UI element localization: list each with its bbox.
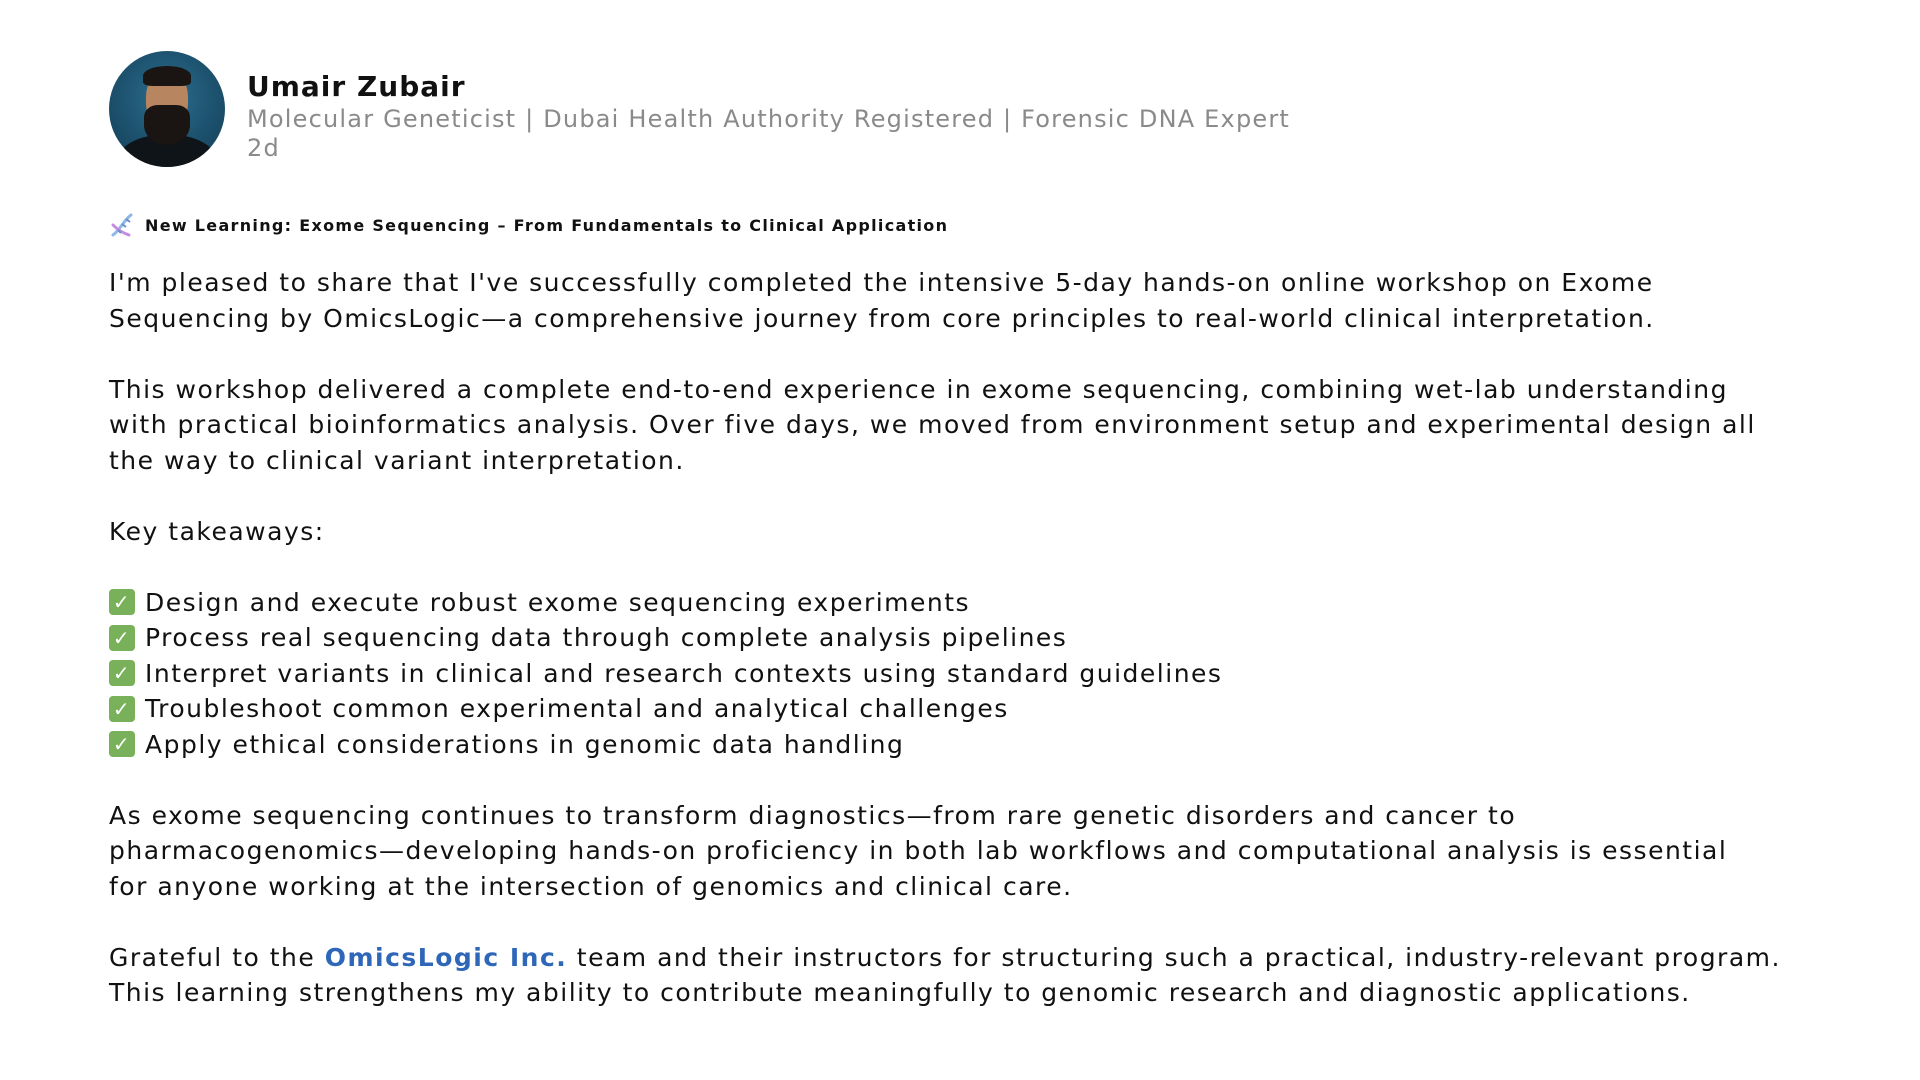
company-mention-link[interactable]: OmicsLogic Inc. (324, 942, 568, 972)
takeaways-heading: Key takeaways: (109, 516, 325, 546)
body-line: This workshop delivered a complete end-to-end experience in exome sequencing, combining wet-lab understanding (109, 374, 1728, 404)
takeaway-text: Interpret variants in clinical and research contexts using standard guidelines (145, 658, 1223, 688)
takeaway-text: Design and execute robust exome sequencing experiments (145, 587, 971, 617)
intro-line: I'm pleased to share that I've successfully completed the intensive 5-day hands-on online workshop on Exome (109, 268, 1654, 297)
post-card (109, 51, 1869, 1011)
closing-line: As exome sequencing continues to transform diagnostics—from rare genetic disorders and cancer to (109, 800, 1517, 830)
intro-line: Sequencing by OmicsLogic—a comprehensive journey from core principles to real-world clinical interpretation. (109, 303, 1655, 333)
check-mark-icon: ✓ (109, 696, 135, 722)
takeaway-text: Troubleshoot common experimental and analytical challenges (145, 694, 1009, 723)
body-line: with practical bioinformatics analysis. Over five days, we moved from environment setup and experimental design all (109, 410, 1756, 439)
closing-line: pharmacogenomics—developing hands-on proficiency in both lab workflows and computational analysis is essential (109, 836, 1728, 865)
list-item (109, 656, 1869, 692)
thanks-suffix: team and their instructors for structuring such a practical, industry-relevant program. (576, 942, 1781, 972)
check-mark-icon: ✓ (109, 660, 135, 686)
dna-icon (109, 211, 135, 239)
list-item (109, 620, 1869, 656)
check-mark-icon: ✓ (109, 625, 135, 651)
post-header (109, 51, 1869, 171)
author-name[interactable]: Umair Zubair (247, 70, 466, 103)
post-title-text: New Learning: Exome Sequencing – From Fundamentals to Clinical Application (145, 215, 949, 235)
check-mark-icon: ✓ (109, 589, 135, 615)
post-title (109, 211, 948, 239)
list-item (109, 691, 1869, 727)
author-headline: Molecular Geneticist | Dubai Health Authority Registered | Forensic DNA Expert (247, 105, 1291, 133)
thanks-line (109, 940, 1869, 976)
takeaway-text: Apply ethical considerations in genomic data handling (145, 729, 905, 759)
avatar[interactable] (109, 51, 225, 167)
post-timestamp: 2d (247, 134, 280, 162)
author-info (247, 51, 1290, 162)
closing-line: for anyone working at the intersection of genomics and clinical care. (109, 871, 1073, 901)
thanks-line-2: This learning strengthens my ability to contribute meaningfully to genomic research and diagnostic applications. (109, 978, 1691, 1007)
post-body (109, 265, 1869, 1011)
thanks-prefix: Grateful to the (109, 942, 316, 972)
check-mark-icon: ✓ (109, 731, 135, 757)
list-item (109, 727, 1869, 763)
takeaway-text: Process real sequencing data through complete analysis pipelines (145, 623, 1068, 652)
body-line: the way to clinical variant interpretation. (109, 445, 685, 475)
list-item (109, 585, 1869, 621)
